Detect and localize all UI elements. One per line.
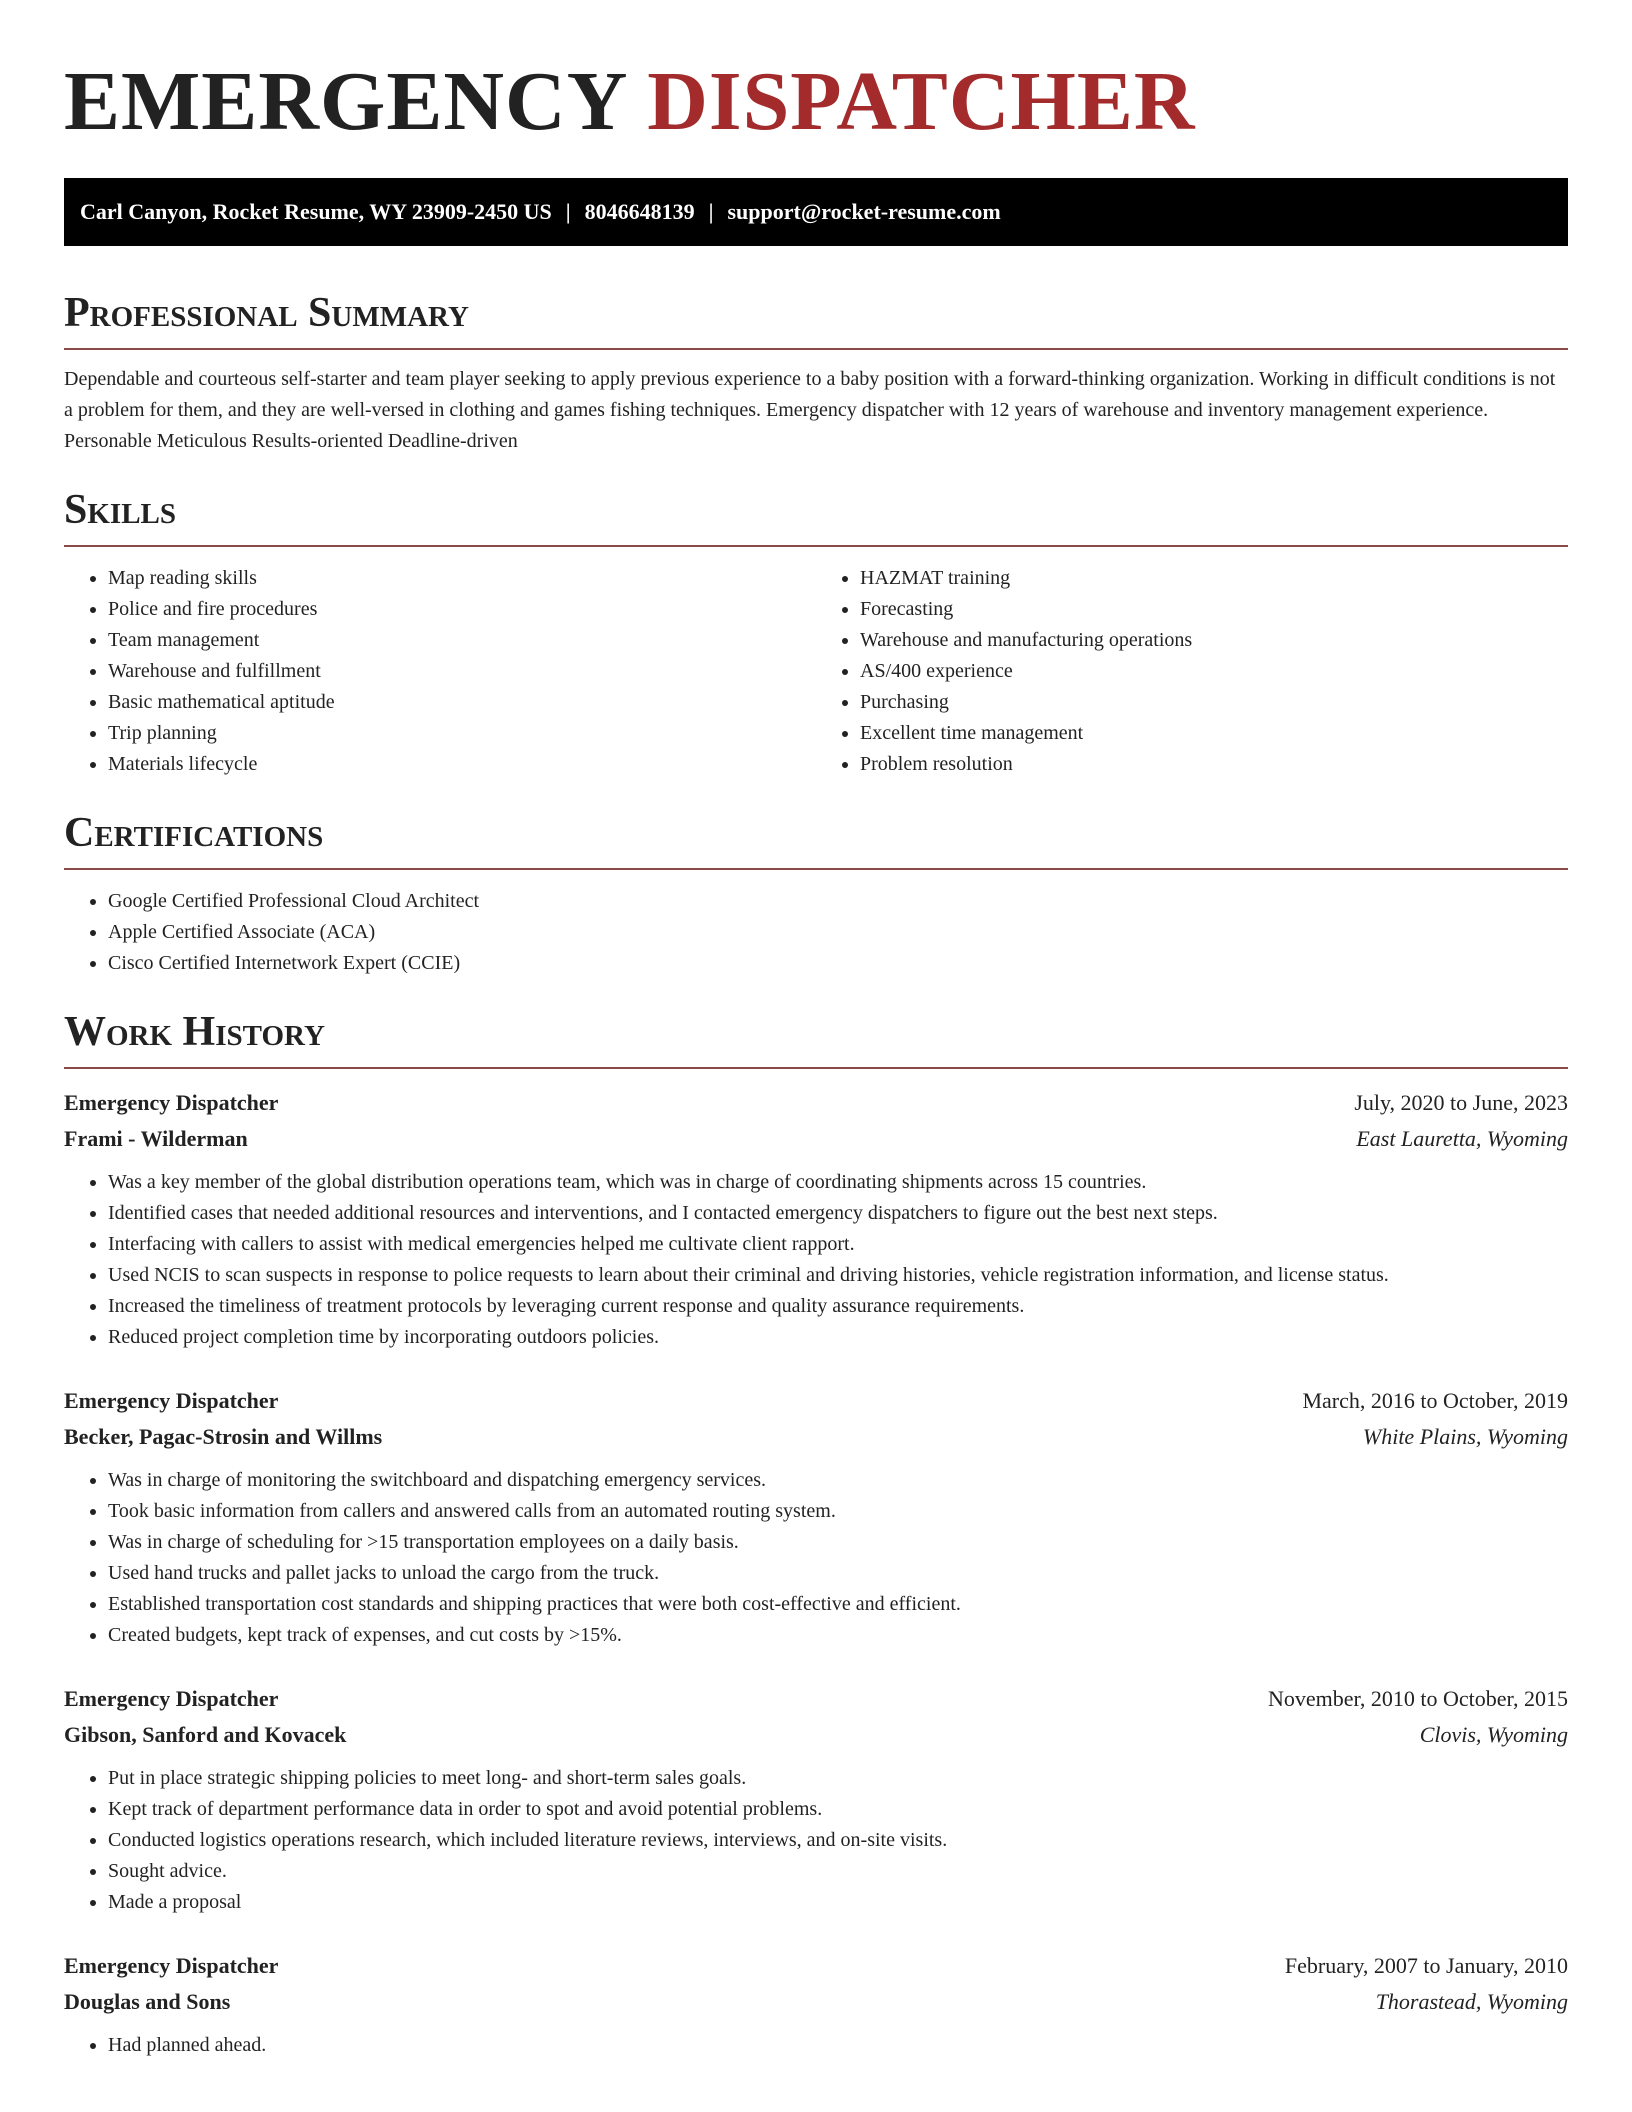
certification-item: • Google Certified Professional Cloud Architect xyxy=(108,886,1568,917)
certification-item: • Cisco Certified Internetwork Expert (CCIE) xyxy=(108,948,1568,979)
job-bullet: • Sought advice. xyxy=(108,1856,1568,1887)
skill-item: • AS/400 experience xyxy=(860,656,1568,687)
contact-phone: 8046648139 xyxy=(584,199,695,224)
job-title: Emergency Dispatcher xyxy=(64,1388,279,1413)
job-company-row xyxy=(64,1121,1568,1157)
skills-grid xyxy=(64,547,1568,780)
job-bullet: • Reduced project completion time by incorporating outdoors policies. xyxy=(108,1322,1568,1353)
work-history-heading: Work History xyxy=(64,1007,1568,1069)
job-company: Frami - Wilderman xyxy=(64,1126,248,1151)
job-title: Emergency Dispatcher xyxy=(64,1953,279,1978)
skill-item: • Police and fire procedures xyxy=(108,594,816,625)
contact-separator: | xyxy=(708,199,714,224)
skill-item: • Materials lifecycle xyxy=(108,749,816,780)
certifications-list xyxy=(64,886,1568,979)
contact-separator: | xyxy=(565,199,571,224)
job-bullet: • Used NCIS to scan suspects in response to police requests to learn about their criminal and driving histories, vehicle registration information, and license status. xyxy=(108,1260,1568,1291)
skill-item: • Purchasing xyxy=(860,687,1568,718)
job-dates: February, 2007 to January, 2010 xyxy=(1284,1953,1568,1978)
job-location: Clovis, Wyoming xyxy=(1419,1722,1568,1747)
contact-bar xyxy=(64,178,1568,246)
job-location: Thorastead, Wyoming xyxy=(1375,1989,1568,2014)
summary-section xyxy=(64,288,1568,457)
job-company: Becker, Pagac-Strosin and Willms xyxy=(64,1424,383,1449)
skill-item: • Problem resolution xyxy=(860,749,1568,780)
contact-email: support@rocket-resume.com xyxy=(727,199,1001,224)
skill-item: • Forecasting xyxy=(860,594,1568,625)
job-bullets xyxy=(64,1763,1568,1918)
job-company-row xyxy=(64,1419,1568,1455)
job-dates: March, 2016 to October, 2019 xyxy=(1302,1388,1568,1413)
job-header-row xyxy=(64,1681,1568,1717)
job-bullet: • Conducted logistics operations research, which included literature reviews, interviews, and on-site visits. xyxy=(108,1825,1568,1856)
job-location: East Lauretta, Wyoming xyxy=(1356,1126,1568,1151)
job-bullet: • Put in place strategic shipping policies to meet long- and short-term sales goals. xyxy=(108,1763,1568,1794)
skills-list-left xyxy=(64,563,816,780)
job-bullet: • Interfacing with callers to assist with medical emergencies helped me cultivate client rapport. xyxy=(108,1229,1568,1260)
job-dates: July, 2020 to June, 2023 xyxy=(1354,1090,1568,1115)
job-bullet: • Established transportation cost standards and shipping practices that were both cost-effective and efficient. xyxy=(108,1589,1568,1620)
skill-item: • Warehouse and manufacturing operations xyxy=(860,625,1568,656)
certifications-heading: Certifications xyxy=(64,808,1568,870)
job-bullet: • Used hand trucks and pallet jacks to unload the cargo from the truck. xyxy=(108,1558,1568,1589)
skills-list-right xyxy=(816,563,1568,780)
job-entry xyxy=(64,1383,1568,1651)
skill-item: • Warehouse and fulfillment xyxy=(108,656,816,687)
job-bullet: • Took basic information from callers and answered calls from an automated routing system. xyxy=(108,1496,1568,1527)
skill-item: • HAZMAT training xyxy=(860,563,1568,594)
skill-item: • Team management xyxy=(108,625,816,656)
certifications-section xyxy=(64,808,1568,979)
skill-item: • Excellent time management xyxy=(860,718,1568,749)
title-first-word: EMERGENCY xyxy=(64,55,626,148)
job-location: White Plains, Wyoming xyxy=(1362,1424,1568,1449)
job-entry xyxy=(64,1085,1568,1353)
job-bullets xyxy=(64,1465,1568,1651)
job-entry xyxy=(64,1681,1568,1918)
job-company: Gibson, Sanford and Kovacek xyxy=(64,1722,347,1747)
title-second-word: DISPATCHER xyxy=(647,55,1196,148)
job-header-row xyxy=(64,1085,1568,1121)
certification-item: • Apple Certified Associate (ACA) xyxy=(108,917,1568,948)
job-header-row xyxy=(64,1948,1568,1984)
job-company: Douglas and Sons xyxy=(64,1989,231,2014)
job-entry xyxy=(64,1948,1568,2061)
skills-section xyxy=(64,485,1568,780)
work-history-section xyxy=(64,1007,1568,2061)
skill-item: • Basic mathematical aptitude xyxy=(108,687,816,718)
job-bullet: • Was in charge of monitoring the switchboard and dispatching emergency services. xyxy=(108,1465,1568,1496)
skill-item: • Map reading skills xyxy=(108,563,816,594)
resume-title xyxy=(64,0,1568,148)
job-dates: November, 2010 to October, 2015 xyxy=(1267,1686,1568,1711)
job-bullet: • Made a proposal xyxy=(108,1887,1568,1918)
job-bullet: • Had planned ahead. xyxy=(108,2030,1568,2061)
summary-heading: Professional Summary xyxy=(64,288,1568,350)
job-company-row xyxy=(64,1984,1568,2020)
job-bullet: • Identified cases that needed additional resources and interventions, and I contacted emergency dispatchers to figure out the best next steps. xyxy=(108,1198,1568,1229)
job-bullet: • Kept track of department performance data in order to spot and avoid potential problems. xyxy=(108,1794,1568,1825)
job-title: Emergency Dispatcher xyxy=(64,1686,279,1711)
job-title: Emergency Dispatcher xyxy=(64,1090,279,1115)
job-company-row xyxy=(64,1717,1568,1753)
skills-heading: Skills xyxy=(64,485,1568,547)
job-bullet: • Increased the timeliness of treatment protocols by leveraging current response and quality assurance requirements. xyxy=(108,1291,1568,1322)
job-bullet: • Was a key member of the global distribution operations team, which was in charge of coordinating shipments across 15 countries. xyxy=(108,1167,1568,1198)
job-bullets xyxy=(64,2030,1568,2061)
job-header-row xyxy=(64,1383,1568,1419)
job-bullet: • Was in charge of scheduling for >15 transportation employees on a daily basis. xyxy=(108,1527,1568,1558)
summary-text: Dependable and courteous self-starter and team player seeking to apply previous experience to a baby position with a forward-thinking organization. Working in difficult conditions is not a problem for them, and they are well-versed in clothing and games fishing techniques. Emergency dispatcher with 12 years of warehouse and inventory management experience. Personable Meticulous Results-oriented Deadline-driven xyxy=(64,368,1556,452)
job-bullet: • Created budgets, kept track of expenses, and cut costs by >15%. xyxy=(108,1620,1568,1651)
contact-address: Carl Canyon, Rocket Resume, WY 23909-2450 US xyxy=(80,199,552,224)
job-bullets xyxy=(64,1167,1568,1353)
skill-item: • Trip planning xyxy=(108,718,816,749)
